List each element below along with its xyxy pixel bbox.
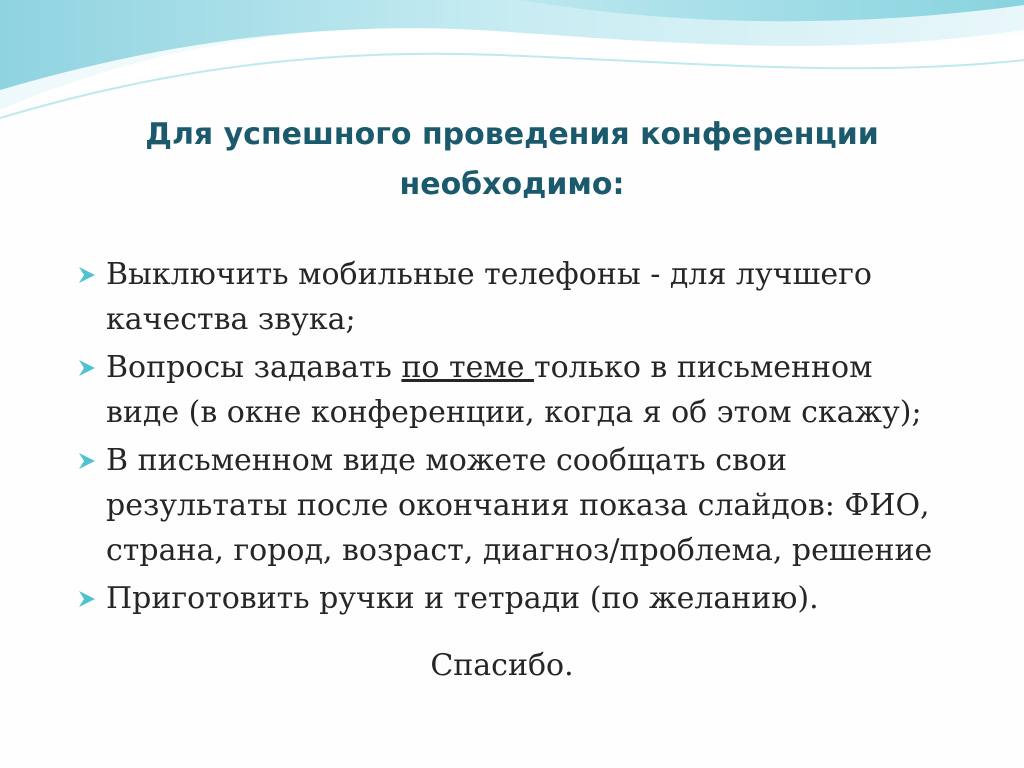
slide-title-line2: необходимо: (399, 167, 625, 202)
bullet-text: только в письменном (534, 350, 873, 385)
bullet-text: Приготовить ручки и тетради (по желанию). (106, 581, 819, 616)
bullet-list (76, 252, 986, 624)
bullet-text: результаты после окончания показа слайдов: ФИО, (106, 488, 930, 523)
arrowhead-bullet-icon (76, 588, 98, 610)
bullet-text: Выключить мобильные телефоны - для лучшего (106, 257, 872, 292)
bullet-text: Вопросы задавать (106, 350, 402, 385)
bullet-item-3 (76, 438, 986, 573)
arrowhead-bullet-icon (76, 450, 98, 472)
bullet-item-4 (76, 576, 986, 621)
thanks-text: Спасибо. (430, 648, 574, 683)
slide-title-line1: Для успешного проведения конференции (145, 117, 879, 152)
bullet-text: В письменном виде можете сообщать свои (106, 443, 787, 478)
arrowhead-bullet-icon (76, 357, 98, 379)
bullet-text: качества звука; (106, 302, 356, 337)
underlined-text: по теме (401, 350, 535, 385)
bullet-text: страна, город, возраст, диагноз/проблема, решение (106, 533, 933, 568)
bullet-text: виде (в окне конференции, когда я об этом скажу); (106, 395, 922, 430)
bullet-item-2 (76, 345, 986, 435)
bullet-item-1 (76, 252, 986, 342)
slide-title (70, 110, 954, 210)
arrowhead-bullet-icon (76, 264, 98, 286)
